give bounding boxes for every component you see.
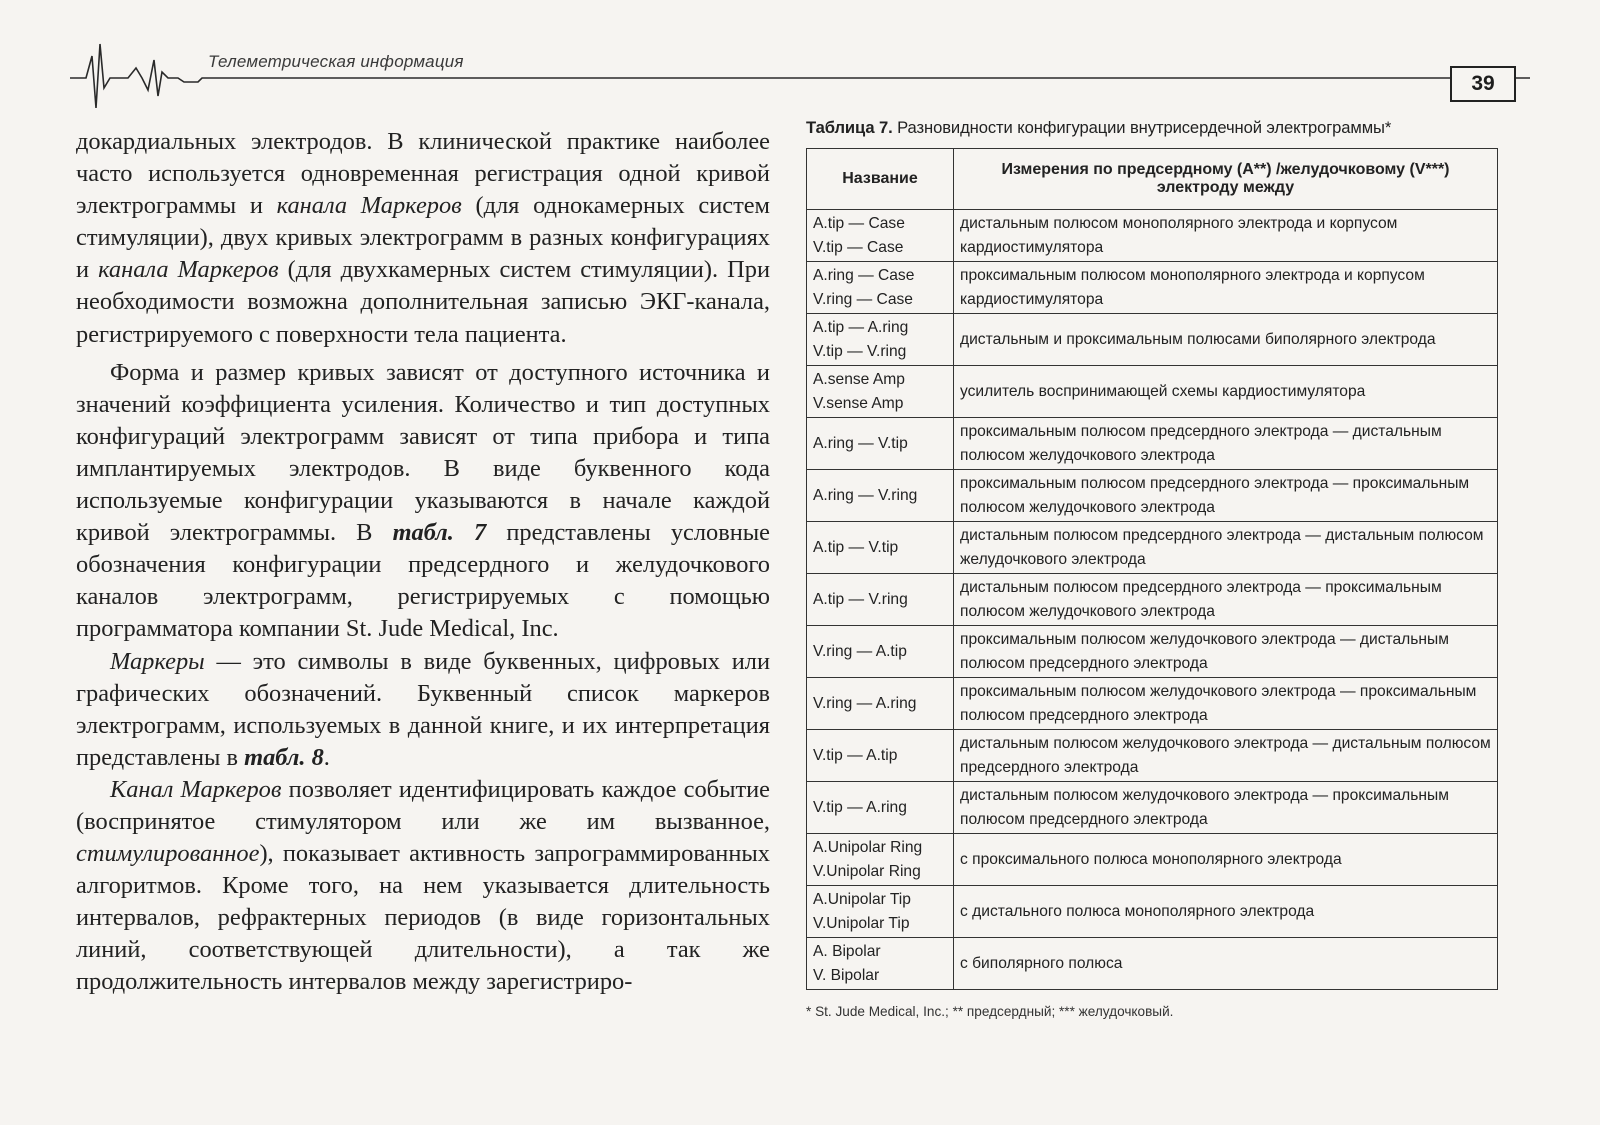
config-name-cell: A.tip — V.ring [807,574,954,626]
config-name-cell: A.ring — V.ring [807,470,954,522]
config-description-cell: усилитель воспринимающей схемы кардиостимулятора [954,366,1498,418]
table-row [807,730,1498,782]
config-description-cell: проксимальным полюсом монополярного электрода и корпусом кардиостимулятора [954,262,1498,314]
config-description-cell: дистальным полюсом предсердного электрода — проксимальным полюсом желудочкового электрода [954,574,1498,626]
config-description-cell: проксимальным полюсом желудочкового электрода — проксимальным полюсом предсердного электрода [954,678,1498,730]
config-name-cell: V.ring — A.ring [807,678,954,730]
body-text-column [76,126,770,999]
table-row [807,678,1498,730]
paragraph: Форма и размер кривых зависят от доступного источника и значений коэффициента усиления. Количество и тип доступных конфигураций электрограмм зависят от типа прибора и типа имплантируемых электродов. В виде буквенного кода используемые конфигурации указываются в начале каждой кривой электрограммы. В табл. 7 представлены условные обозначения конфигурации предсердного и желудочкового каналов электрограмм, регистрируемых с помощью программатора компании St. Jude Medical, Inc. [76,358,770,643]
config-description-cell: дистальным полюсом монополярного электрода и корпусом кардиостимулятора [954,210,1498,262]
config-name-cell: V.tip — A.tip [807,730,954,782]
column-header-name: Название [807,149,954,210]
table-row [807,262,1498,314]
paragraph: Маркеры — это символы в виде буквенных, цифровых или графических обозначений. Буквенный список маркеров электрограмм, используемых в данной книге, и их интерпретация представлены в табл. 8. [76,647,770,771]
page-number: 39 [1450,66,1516,102]
config-name-cell: A.Unipolar Ring V.Unipolar Ring [807,834,954,886]
table-row [807,782,1498,834]
running-title: Телеметрическая информация [208,52,464,71]
config-name-cell: A. Bipolar V. Bipolar [807,938,954,990]
config-description-cell: с биполярного полюса [954,938,1498,990]
config-description-cell: с дистального полюса монополярного электрода [954,886,1498,938]
config-description-cell: проксимальным полюсом предсердного электрода — дистальным полюсом желудочкового электрода [954,418,1498,470]
table-row [807,314,1498,366]
table-footnote: * St. Jude Medical, Inc.; ** предсердный; *** желудочковый. [806,1004,1174,1019]
table-row [807,366,1498,418]
page-header [70,38,1530,118]
table-reference-link[interactable]: табл. 7 [392,519,487,547]
paragraph: Канал Маркеров позволяет идентифицировать каждое событие (воспринятое стимулятором или же им вызванное, стимулированное), показывает активность запрограммированных алгоритмов. Кроме того, на нем указывается длительность интервалов, рефрактерных периодов (в виде горизонтальных линий, соответствующей длительности), а так же продолжительность интервалов между зарегистриро- [76,775,771,996]
table-section [806,118,1506,1019]
config-name-cell: A.tip — A.ring V.tip — V.ring [807,314,954,366]
config-description-cell: дистальным полюсом желудочкового электрода — проксимальным полюсом предсердного электрода [954,782,1498,834]
table-row [807,210,1498,262]
table-row [807,938,1498,990]
ecg-trace-icon [70,38,1530,118]
config-name-cell: A.tip — Case V.tip — Case [807,210,954,262]
table-row [807,522,1498,574]
table-reference-link[interactable]: табл. 8 [244,743,324,771]
config-name-cell: A.Unipolar Tip V.Unipolar Tip [807,886,954,938]
table-row [807,418,1498,470]
config-name-cell: A.tip — V.tip [807,522,954,574]
config-description-cell: дистальным полюсом предсердного электрода — дистальным полюсом желудочкового электрода [954,522,1498,574]
config-name-cell: A.ring — Case V.ring — Case [807,262,954,314]
config-name-cell: A.sense Amp V.sense Amp [807,366,954,418]
table-caption: Таблица 7. Разновидности конфигурации внутрисердечной электрограммы* [806,118,1392,137]
paragraph: докардиальных электродов. В клинической практике наиболее часто используется одновременная регистрация одной кривой электрограммы и канала Маркеров (для однокамерных систем стимуляции), двух кривых электрограмм в разных конфигурациях и канала Маркеров (для двухкамерных систем стимуляции). При необходимости возможна дополнительная записью ЭКГ-канала, регистрируемого с поверхности тела пациента. [76,128,770,348]
config-description-cell: с проксимального полюса монополярного электрода [954,834,1498,886]
table-row [807,834,1498,886]
configuration-table [806,148,1498,990]
table-row [807,626,1498,678]
config-description-cell: проксимальным полюсом желудочкового электрода — дистальным полюсом предсердного электрода [954,626,1498,678]
config-name-cell: V.ring — A.tip [807,626,954,678]
config-name-cell: V.tip — A.ring [807,782,954,834]
config-description-cell: дистальным и проксимальным полюсами биполярного электрода [954,314,1498,366]
config-description-cell: проксимальным полюсом предсердного электрода — проксимальным полюсом желудочкового электрода [954,470,1498,522]
config-name-cell: A.ring — V.tip [807,418,954,470]
table-row [807,574,1498,626]
column-header-description: Измерения по предсердному (A**) /желудочковому (V***) электроду между [954,149,1498,210]
table-row [807,886,1498,938]
table-row [807,470,1498,522]
config-description-cell: дистальным полюсом желудочкового электрода — дистальным полюсом предсердного электрода [954,730,1498,782]
